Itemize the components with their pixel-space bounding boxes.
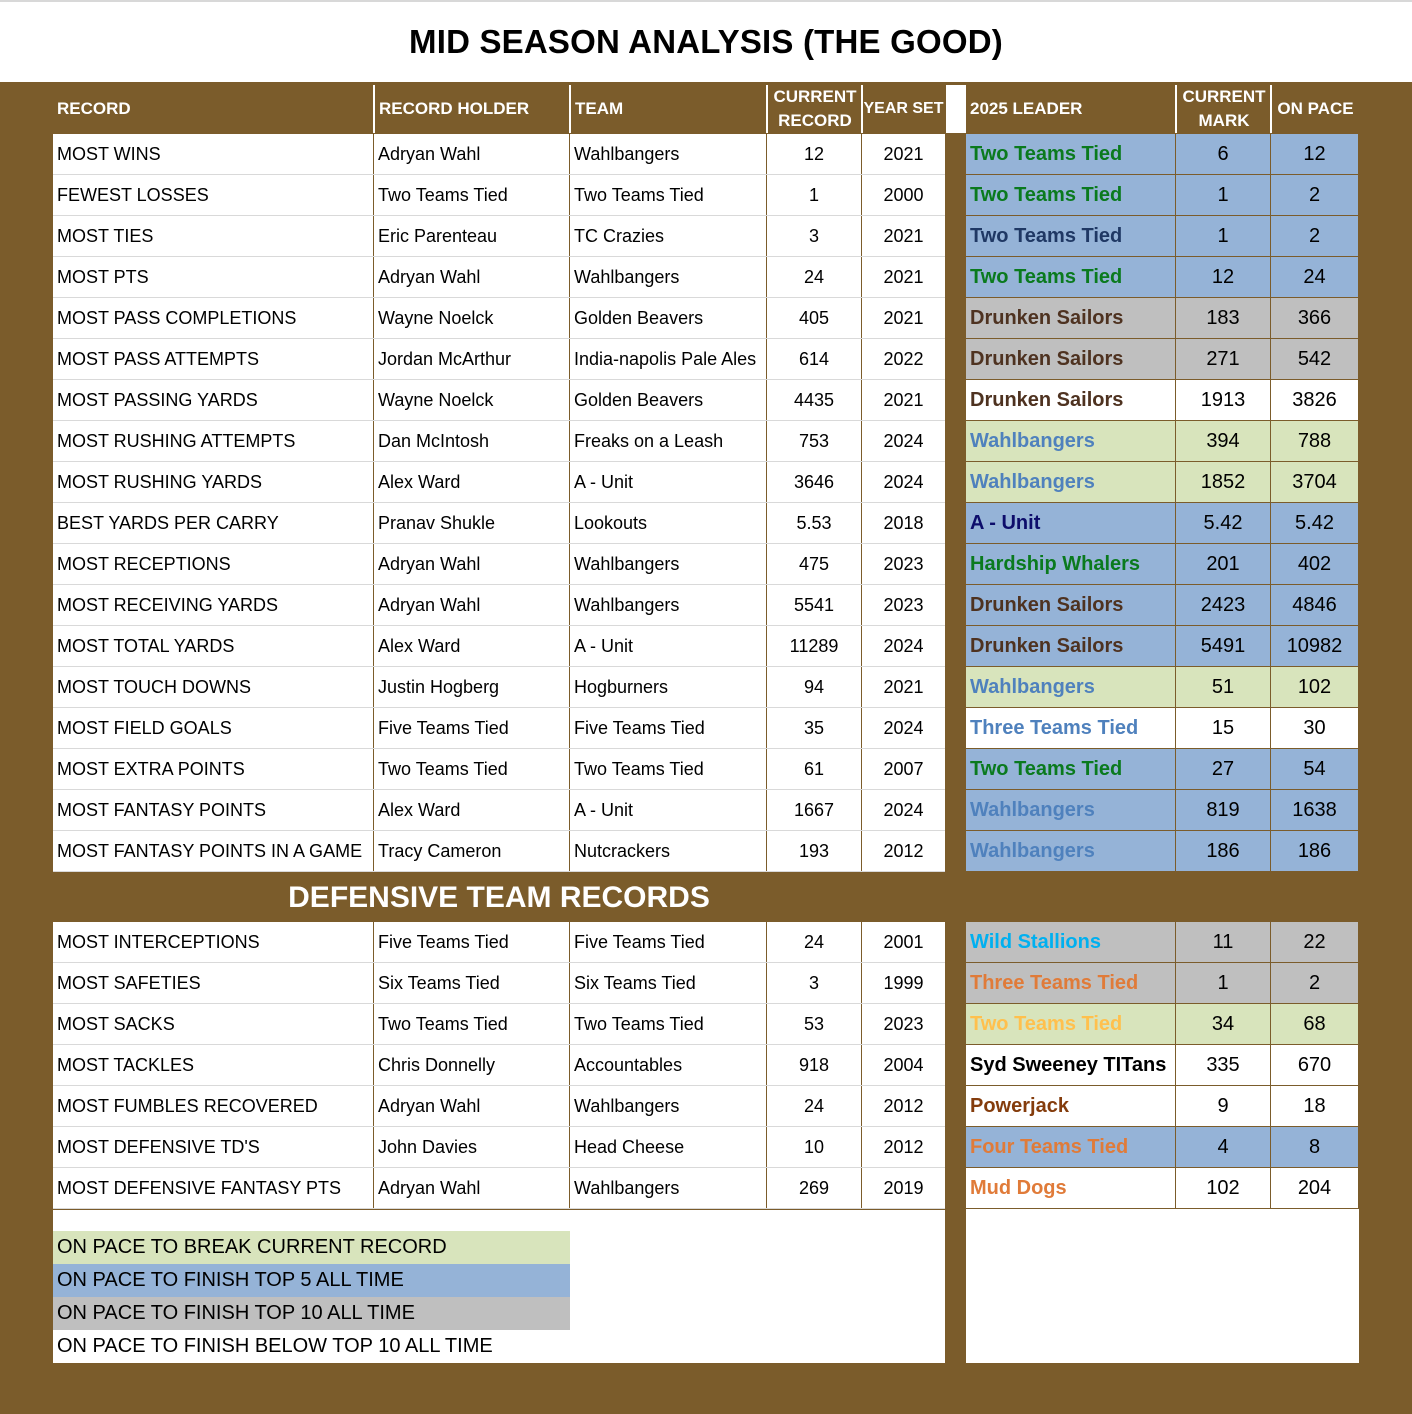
record-name: MOST FANTASY POINTS — [53, 790, 374, 830]
leader-name: Two Teams Tied — [966, 1004, 1176, 1044]
on-pace-value: 102 — [1271, 667, 1359, 707]
current-record-value: 53 — [767, 1004, 862, 1044]
record-name: BEST YARDS PER CARRY — [53, 503, 374, 543]
record-row — [53, 175, 945, 216]
record-name: MOST FANTASY POINTS IN A GAME — [53, 831, 374, 871]
leader-name: Drunken Sailors — [966, 585, 1176, 625]
record-name: MOST WINS — [53, 134, 374, 174]
header-current-mark: CURRENT MARK — [1182, 87, 1266, 130]
current-record-value: 24 — [767, 257, 862, 297]
year-set: 2021 — [883, 676, 924, 697]
current-mark-value: 1913 — [1176, 380, 1271, 420]
current-record-value: 753 — [767, 421, 862, 461]
record-row — [53, 749, 945, 790]
current-record-value: 405 — [767, 298, 862, 338]
record-row — [53, 503, 945, 544]
record-team: Wahlbangers — [570, 1168, 767, 1208]
record-team: Golden Beavers — [570, 380, 767, 420]
record-holder: Alex Ward — [374, 626, 570, 666]
offense-records-table — [53, 134, 945, 871]
on-pace-value: 5.42 — [1271, 503, 1359, 543]
record-row — [53, 257, 945, 298]
legend-item: ON PACE TO FINISH BELOW TOP 10 ALL TIME — [53, 1330, 653, 1363]
record-row — [53, 339, 945, 380]
current-mark-value: 9 — [1176, 1086, 1271, 1126]
leader-row — [966, 831, 1359, 872]
record-name: MOST INTERCEPTIONS — [53, 922, 374, 962]
record-team: Two Teams Tied — [570, 175, 767, 215]
on-pace-value: 24 — [1271, 257, 1359, 297]
leader-row — [966, 544, 1359, 585]
year-set: 2024 — [883, 799, 924, 820]
record-holder: Five Teams Tied — [374, 708, 570, 748]
leader-row — [966, 175, 1359, 216]
record-row — [53, 1045, 945, 1086]
year-set: 2004 — [883, 1054, 924, 1075]
record-row — [53, 1127, 945, 1168]
record-team: Five Teams Tied — [570, 708, 767, 748]
header-record-holder: RECORD HOLDER — [379, 99, 530, 118]
record-name: MOST RECEIVING YARDS — [53, 585, 374, 625]
record-row — [53, 667, 945, 708]
record-name: MOST SAFETIES — [53, 963, 374, 1003]
record-holder: Two Teams Tied — [374, 1004, 570, 1044]
record-row — [53, 134, 945, 175]
record-team: Wahlbangers — [570, 585, 767, 625]
leader-row — [966, 585, 1359, 626]
current-mark-value: 12 — [1176, 257, 1271, 297]
record-row — [53, 831, 945, 872]
record-team: Accountables — [570, 1045, 767, 1085]
on-pace-value: 12 — [1271, 134, 1359, 174]
year-set: 2021 — [883, 307, 924, 328]
on-pace-value: 18 — [1271, 1086, 1359, 1126]
table-bottom-border — [53, 1209, 945, 1210]
record-name: MOST PASS ATTEMPTS — [53, 339, 374, 379]
current-record-value: 193 — [767, 831, 862, 871]
current-record-value: 94 — [767, 667, 862, 707]
header-leader: 2025 LEADER — [970, 99, 1083, 118]
on-pace-value: 4846 — [1271, 585, 1359, 625]
current-mark-value: 1 — [1176, 963, 1271, 1003]
leader-row — [966, 963, 1359, 1004]
record-row — [53, 626, 945, 667]
header-gap-block — [946, 85, 966, 133]
leader-row — [966, 421, 1359, 462]
leader-row — [966, 216, 1359, 257]
current-mark-value: 183 — [1176, 298, 1271, 338]
record-row — [53, 380, 945, 421]
year-set: 2024 — [883, 430, 924, 451]
leader-name: Two Teams Tied — [966, 216, 1176, 256]
record-team: Five Teams Tied — [570, 922, 767, 962]
current-mark-value: 34 — [1176, 1004, 1271, 1044]
current-mark-value: 201 — [1176, 544, 1271, 584]
on-pace-value: 788 — [1271, 421, 1359, 461]
record-holder: Six Teams Tied — [374, 963, 570, 1003]
on-pace-value: 54 — [1271, 749, 1359, 789]
record-team: A - Unit — [570, 462, 767, 502]
year-set: 2001 — [883, 931, 924, 952]
current-record-value: 61 — [767, 749, 862, 789]
leader-row — [966, 1086, 1359, 1127]
header-year-set: YEAR SET — [863, 100, 944, 117]
year-set: 2021 — [883, 143, 924, 164]
record-holder: Tracy Cameron — [374, 831, 570, 871]
current-record-value: 918 — [767, 1045, 862, 1085]
record-name: MOST DEFENSIVE TD'S — [53, 1127, 374, 1167]
record-holder: Two Teams Tied — [374, 175, 570, 215]
record-holder: Five Teams Tied — [374, 922, 570, 962]
record-name: FEWEST LOSSES — [53, 175, 374, 215]
on-pace-value: 204 — [1271, 1168, 1359, 1208]
leader-name: Wahlbangers — [966, 831, 1176, 871]
current-mark-value: 15 — [1176, 708, 1271, 748]
leader-row — [966, 134, 1359, 175]
leader-name: Wahlbangers — [966, 667, 1176, 707]
current-mark-value: 2423 — [1176, 585, 1271, 625]
leader-row — [966, 1004, 1359, 1045]
current-record-value: 24 — [767, 1086, 862, 1126]
year-set: 2019 — [883, 1177, 924, 1198]
current-mark-value: 1 — [1176, 175, 1271, 215]
leader-name: Drunken Sailors — [966, 339, 1176, 379]
record-row — [53, 922, 945, 963]
current-record-value: 11289 — [767, 626, 862, 666]
leader-row — [966, 1045, 1359, 1086]
leader-name: Two Teams Tied — [966, 257, 1176, 297]
leader-row — [966, 708, 1359, 749]
on-pace-value: 670 — [1271, 1045, 1359, 1085]
current-record-value: 269 — [767, 1168, 862, 1208]
record-row — [53, 1168, 945, 1209]
leader-name: Mud Dogs — [966, 1168, 1176, 1208]
current-mark-value: 4 — [1176, 1127, 1271, 1167]
record-team: Nutcrackers — [570, 831, 767, 871]
leader-name: Two Teams Tied — [966, 749, 1176, 789]
record-name: MOST PASS COMPLETIONS — [53, 298, 374, 338]
on-pace-value: 10982 — [1271, 626, 1359, 666]
current-record-value: 1667 — [767, 790, 862, 830]
leader-name: Drunken Sailors — [966, 298, 1176, 338]
title-band — [0, 0, 1412, 82]
leader-row — [966, 462, 1359, 503]
leader-row — [966, 298, 1359, 339]
year-set: 2021 — [883, 266, 924, 287]
record-team: Freaks on a Leash — [570, 421, 767, 461]
leader-name: Two Teams Tied — [966, 175, 1176, 215]
current-record-value: 35 — [767, 708, 862, 748]
year-set: 2012 — [883, 1136, 924, 1157]
on-pace-value: 68 — [1271, 1004, 1359, 1044]
record-holder: Jordan McArthur — [374, 339, 570, 379]
year-set: 2012 — [883, 1095, 924, 1116]
record-team: A - Unit — [570, 790, 767, 830]
record-team: India-napolis Pale Ales — [570, 339, 767, 379]
record-name: MOST RUSHING ATTEMPTS — [53, 421, 374, 461]
record-team: Wahlbangers — [570, 134, 767, 174]
year-set: 1999 — [883, 972, 924, 993]
defense-records-table — [53, 922, 945, 1363]
record-team: TC Crazies — [570, 216, 767, 256]
legend-item: ON PACE TO FINISH TOP 5 ALL TIME — [53, 1264, 570, 1297]
on-pace-value: 2 — [1271, 963, 1359, 1003]
year-set: 2000 — [883, 184, 924, 205]
year-set: 2021 — [883, 225, 924, 246]
leader-row — [966, 1127, 1359, 1168]
current-record-value: 24 — [767, 922, 862, 962]
current-mark-value: 186 — [1176, 831, 1271, 871]
current-record-value: 5.53 — [767, 503, 862, 543]
leader-row — [966, 626, 1359, 667]
record-holder: Adryan Wahl — [374, 134, 570, 174]
record-holder: Alex Ward — [374, 790, 570, 830]
record-holder: Adryan Wahl — [374, 1168, 570, 1208]
header-current-record: CURRENT RECORD — [773, 87, 857, 130]
current-mark-value: 6 — [1176, 134, 1271, 174]
on-pace-value: 2 — [1271, 175, 1359, 215]
legend-item: ON PACE TO BREAK CURRENT RECORD — [53, 1231, 570, 1264]
record-team: Six Teams Tied — [570, 963, 767, 1003]
record-name: MOST EXTRA POINTS — [53, 749, 374, 789]
current-record-value: 3 — [767, 963, 862, 1003]
record-holder: Wayne Noelck — [374, 298, 570, 338]
leader-row — [966, 339, 1359, 380]
current-record-value: 475 — [767, 544, 862, 584]
on-pace-value: 8 — [1271, 1127, 1359, 1167]
current-record-value: 1 — [767, 175, 862, 215]
year-set: 2024 — [883, 717, 924, 738]
leader-row — [966, 257, 1359, 298]
leader-row — [966, 503, 1359, 544]
leader-name: Wahlbangers — [966, 421, 1176, 461]
record-holder: Adryan Wahl — [374, 1086, 570, 1126]
leader-name: Wild Stallions — [966, 922, 1176, 962]
record-row — [53, 708, 945, 749]
leader-name: Drunken Sailors — [966, 626, 1176, 666]
record-name: MOST TIES — [53, 216, 374, 256]
on-pace-value: 3826 — [1271, 380, 1359, 420]
record-team: Wahlbangers — [570, 544, 767, 584]
header-team: TEAM — [575, 99, 624, 118]
record-row — [53, 790, 945, 831]
leader-row — [966, 380, 1359, 421]
current-mark-value: 51 — [1176, 667, 1271, 707]
current-record-value: 3646 — [767, 462, 862, 502]
legend-item: ON PACE TO FINISH TOP 10 ALL TIME — [53, 1297, 570, 1330]
year-set: 2007 — [883, 758, 924, 779]
record-row — [53, 298, 945, 339]
leader-name: Two Teams Tied — [966, 134, 1176, 174]
record-name: MOST TACKLES — [53, 1045, 374, 1085]
record-holder: Wayne Noelck — [374, 380, 570, 420]
record-name: MOST TOTAL YARDS — [53, 626, 374, 666]
year-set: 2023 — [883, 594, 924, 615]
leader-name: Three Teams Tied — [966, 963, 1176, 1003]
record-name: MOST SACKS — [53, 1004, 374, 1044]
record-name: MOST PTS — [53, 257, 374, 297]
leader-name: Syd Sweeney TITans — [966, 1045, 1176, 1085]
record-row — [53, 1004, 945, 1045]
current-mark-value: 394 — [1176, 421, 1271, 461]
on-pace-value: 22 — [1271, 922, 1359, 962]
record-row — [53, 544, 945, 585]
record-holder: Two Teams Tied — [374, 749, 570, 789]
current-mark-value: 5491 — [1176, 626, 1271, 666]
current-mark-value: 27 — [1176, 749, 1271, 789]
record-row — [53, 963, 945, 1004]
record-holder: Adryan Wahl — [374, 585, 570, 625]
on-pace-value: 1638 — [1271, 790, 1359, 830]
leader-row — [966, 667, 1359, 708]
current-mark-value: 271 — [1176, 339, 1271, 379]
record-row — [53, 462, 945, 503]
record-team: Two Teams Tied — [570, 1004, 767, 1044]
record-row — [53, 1086, 945, 1127]
current-mark-value: 5.42 — [1176, 503, 1271, 543]
current-record-value: 4435 — [767, 380, 862, 420]
year-set: 2023 — [883, 553, 924, 574]
leader-name: Powerjack — [966, 1086, 1176, 1126]
leader-name: Four Teams Tied — [966, 1127, 1176, 1167]
leader-name: Wahlbangers — [966, 790, 1176, 830]
year-set: 2021 — [883, 389, 924, 410]
leader-name: Hardship Whalers — [966, 544, 1176, 584]
on-pace-value: 402 — [1271, 544, 1359, 584]
on-pace-value: 542 — [1271, 339, 1359, 379]
record-holder: Pranav Shukle — [374, 503, 570, 543]
record-holder: Justin Hogberg — [374, 667, 570, 707]
on-pace-value: 30 — [1271, 708, 1359, 748]
record-holder: Alex Ward — [374, 462, 570, 502]
on-pace-value: 2 — [1271, 216, 1359, 256]
record-name: MOST RUSHING YARDS — [53, 462, 374, 502]
record-name: MOST PASSING YARDS — [53, 380, 374, 420]
year-set: 2024 — [883, 635, 924, 656]
year-set: 2018 — [883, 512, 924, 533]
leader-name: Wahlbangers — [966, 462, 1176, 502]
record-team: Lookouts — [570, 503, 767, 543]
current-mark-value: 335 — [1176, 1045, 1271, 1085]
record-name: MOST DEFENSIVE FANTASY PTS — [53, 1168, 374, 1208]
header-on-pace: ON PACE — [1277, 99, 1354, 118]
record-holder: Chris Donnelly — [374, 1045, 570, 1085]
year-set: 2022 — [883, 348, 924, 369]
current-record-value: 3 — [767, 216, 862, 256]
record-team: Wahlbangers — [570, 257, 767, 297]
current-mark-value: 1852 — [1176, 462, 1271, 502]
year-set: 2024 — [883, 471, 924, 492]
leader-name: Drunken Sailors — [966, 380, 1176, 420]
record-row — [53, 216, 945, 257]
leader-row — [966, 749, 1359, 790]
record-name: MOST RECEPTIONS — [53, 544, 374, 584]
record-row — [53, 421, 945, 462]
record-team: Two Teams Tied — [570, 749, 767, 789]
record-team: Hogburners — [570, 667, 767, 707]
year-set: 2012 — [883, 840, 924, 861]
current-record-value: 12 — [767, 134, 862, 174]
leader-name: A - Unit — [966, 503, 1176, 543]
leader-row — [966, 790, 1359, 831]
current-mark-value: 11 — [1176, 922, 1271, 962]
record-holder: Adryan Wahl — [374, 544, 570, 584]
record-name: MOST TOUCH DOWNS — [53, 667, 374, 707]
record-team: Golden Beavers — [570, 298, 767, 338]
leader-name: Three Teams Tied — [966, 708, 1176, 748]
leader-row — [966, 922, 1359, 963]
current-record-value: 5541 — [767, 585, 862, 625]
current-record-value: 614 — [767, 339, 862, 379]
record-holder: Dan McIntosh — [374, 421, 570, 461]
defense-leaders-table — [966, 922, 1359, 1363]
record-team: A - Unit — [570, 626, 767, 666]
on-pace-value: 186 — [1271, 831, 1359, 871]
record-team: Wahlbangers — [570, 1086, 767, 1126]
on-pace-value: 366 — [1271, 298, 1359, 338]
record-holder: Eric Parenteau — [374, 216, 570, 256]
record-name: MOST FUMBLES RECOVERED — [53, 1086, 374, 1126]
offense-leaders-table — [966, 134, 1359, 871]
year-set: 2023 — [883, 1013, 924, 1034]
current-record-value: 10 — [767, 1127, 862, 1167]
record-name: MOST FIELD GOALS — [53, 708, 374, 748]
current-mark-value: 102 — [1176, 1168, 1271, 1208]
leader-row — [966, 1168, 1359, 1209]
current-mark-value: 1 — [1176, 216, 1271, 256]
header-record: RECORD — [57, 99, 131, 118]
on-pace-value: 3704 — [1271, 462, 1359, 502]
record-row — [53, 585, 945, 626]
defense-section-title: DEFENSIVE TEAM RECORDS — [288, 880, 710, 914]
page-title: MID SEASON ANALYSIS (THE GOOD) — [409, 23, 1003, 60]
record-holder: Adryan Wahl — [374, 257, 570, 297]
record-holder: John Davies — [374, 1127, 570, 1167]
current-mark-value: 819 — [1176, 790, 1271, 830]
record-team: Head Cheese — [570, 1127, 767, 1167]
